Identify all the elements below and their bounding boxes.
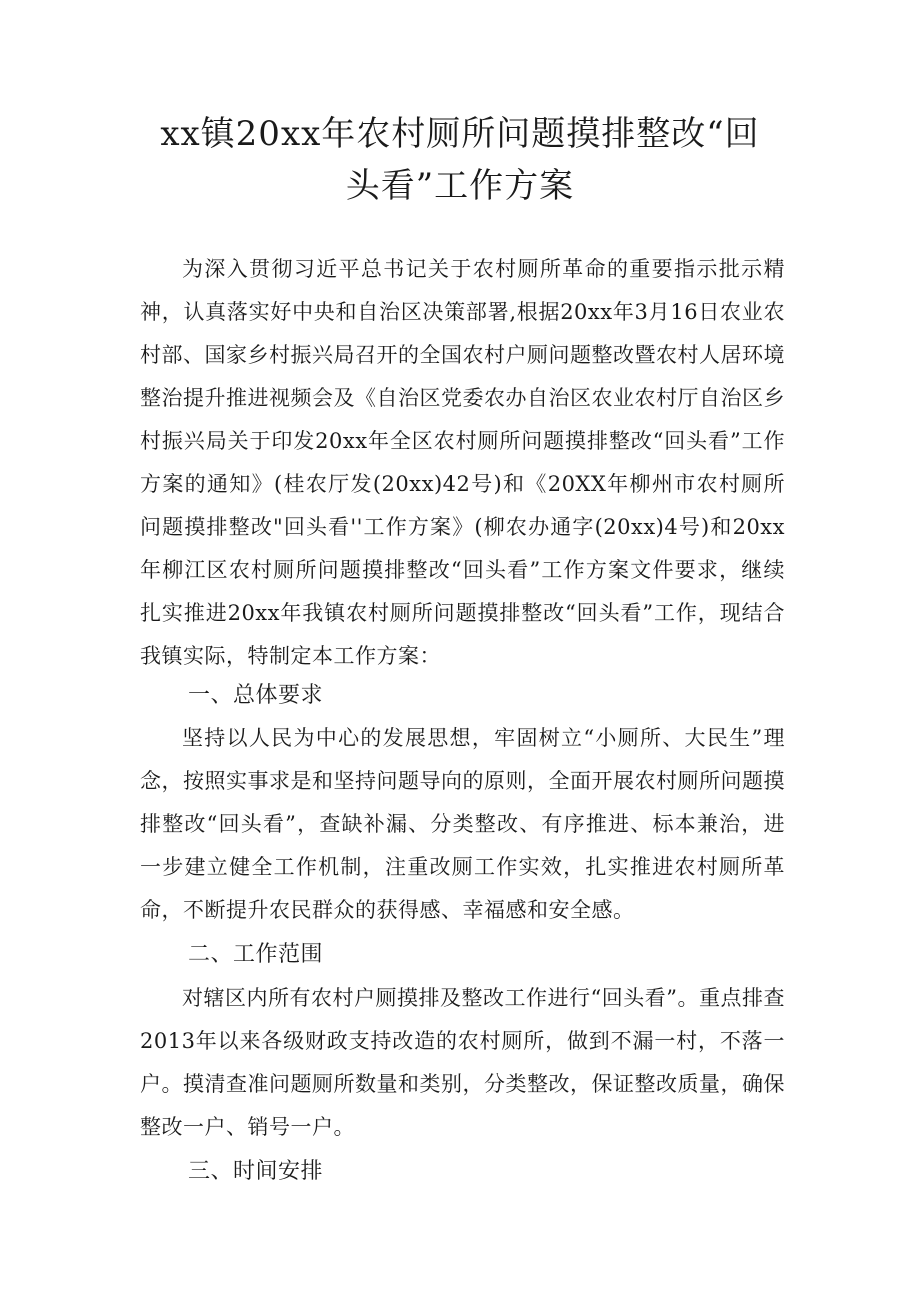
section-heading-1: 一、总体要求 — [188, 683, 324, 708]
section-paragraph-2: 对辖区内所有农村户厕摸排及整改工作进行“回头看”。重点排查2013年以来各级财政支持改造的农村厕所，做到不漏一村，不落一户。摸清查准问题厕所数量和类别，分类整改，保证整改质量，确保整改一户、销号一户。 — [140, 986, 785, 1139]
section-heading-3: 三、时间安排 — [188, 1159, 324, 1184]
section-heading-2: 二、工作范围 — [188, 942, 324, 967]
title-line-1: xx镇20xx年农村厕所问题摸排整改“回 — [160, 114, 760, 154]
title-line-2: 头看”工作方案 — [345, 166, 575, 206]
section-paragraph-1: 坚持以人民为中心的发展思想，牢固树立“小厕所、大民生”理念，按照实事求是和坚持问题导向的原则，全面开展农村厕所问题摸排整改“回头看”，查缺补漏、分类整改、有序推进、标本兼治，进一步建立健全工作机制，注重改厕工作实效，扎实推进农村厕所革命，不断提升农民群众的获得感、幸福感和安全感。 — [140, 726, 785, 922]
document-title — [120, 108, 800, 212]
intro-paragraph: 为深入贯彻习近平总书记关于农村厕所革命的重要指示批示精神，认真落实好中央和自治区决策部署,根据20xx年3月16日农业农村部、国家乡村振兴局召开的全国农村户厕问题整改暨农村人居环境整治提升推进视频会及《自治区党委农办自治区农业农村厅自治区乡村振兴局关于印发20xx年全区农村厕所问题摸排整改“回头看”工作方案的通知》(桂农厅发(20xx)42号)和《20XX年柳州市农村厕所问题摸排整改"回头看''工作方案》(柳农办通字(20xx)4号)和20xx年柳江区农村厕所问题摸排整改“回头看”工作方案文件要求，继续扎实推进20xx年我镇农村厕所问题摸排整改“回头看”工作，现结合我镇实际，特制定本工作方案： — [140, 257, 785, 668]
